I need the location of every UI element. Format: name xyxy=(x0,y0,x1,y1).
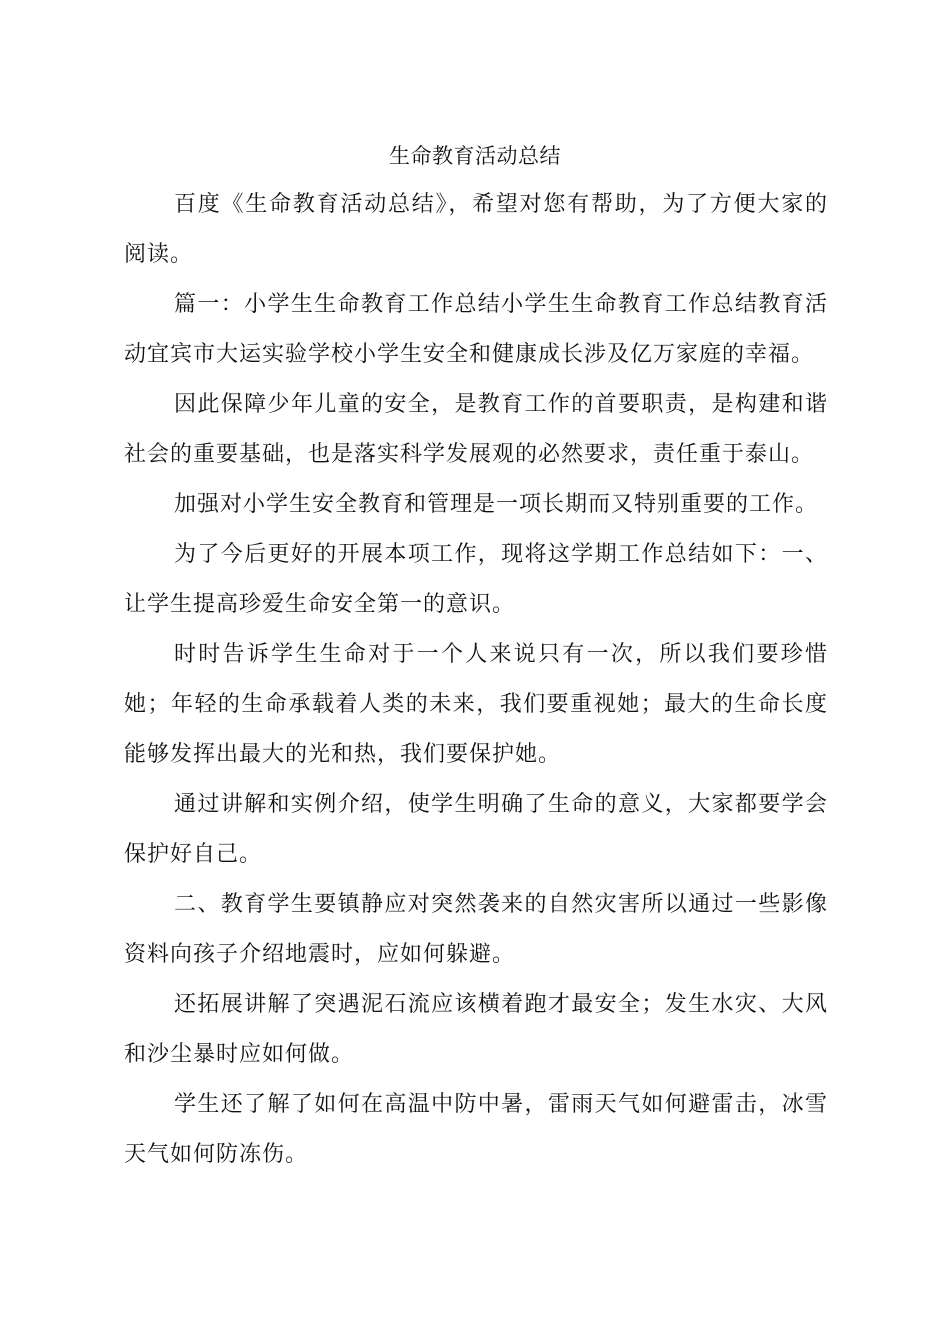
paragraph-long-term-work: 加强对小学生安全教育和管理是一项长期而又特别重要的工作。 xyxy=(174,492,819,517)
paragraph-weather-safety: 学生还了解了如何在高温中防中暑，雷雨天气如何避雷击，冰雪天气如何防冻伤。 xyxy=(124,1092,828,1167)
paragraph-summary-intro: 为了今后更好的开展本项工作，现将这学期工作总结如下：一、让学生提高珍爱生命安全第一的意识。 xyxy=(124,542,828,617)
document-body xyxy=(124,180,828,1180)
paragraph-mudslide-flood: 还拓展讲解了突遇泥石流应该横着跑才最安全；发生水灾、大风和沙尘暴时应如何做。 xyxy=(124,992,828,1067)
document-title: 生命教育活动总结 xyxy=(389,144,561,168)
paragraph-intro: 百度《生命教育活动总结》，希望对您有帮助，为了方便大家的阅读。 xyxy=(124,192,828,267)
paragraph-part-one: 篇一：小学生生命教育工作总结小学生生命教育工作总结教育活动宜宾市大运实验学校小学生安全和健康成长涉及亿万家庭的幸福。 xyxy=(124,292,828,367)
paragraph-natural-disasters: 二、教育学生要镇静应对突然袭来的自然灾害所以通过一些影像资料向孩子介绍地震时，应如何躲避。 xyxy=(124,892,828,967)
paragraph-safety-duty: 因此保障少年儿童的安全，是教育工作的首要职责，是构建和谐社会的重要基础，也是落实科学发展观的必然要求，责任重于泰山。 xyxy=(124,392,828,467)
paragraph-cherish-life: 时时告诉学生生命对于一个人来说只有一次，所以我们要珍惜她；年轻的生命承载着人类的未来，我们要重视她；最大的生命长度能够发挥出最大的光和热，我们要保护她。 xyxy=(124,642,828,767)
paragraph-meaning-of-life: 通过讲解和实例介绍，使学生明确了生命的意义，大家都要学会保护好自己。 xyxy=(124,792,828,867)
